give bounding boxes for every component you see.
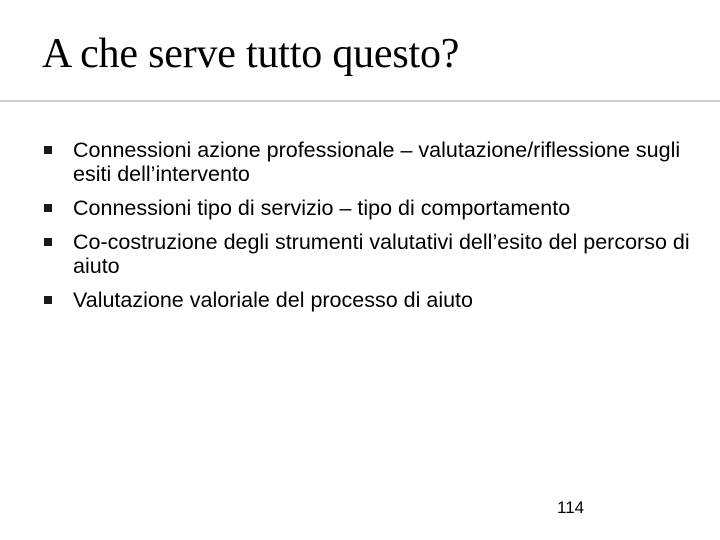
- slide-title: A che serve tutto questo?: [42, 31, 460, 77]
- square-bullet-icon: [44, 296, 52, 304]
- list-item: [44, 288, 704, 312]
- bullet-list: [44, 138, 704, 322]
- title-divider: [0, 100, 720, 102]
- list-item: [44, 230, 704, 278]
- bullet-text: Valutazione valoriale del processo di aiuto: [73, 288, 473, 312]
- page-number: 114: [557, 498, 585, 517]
- list-item: [44, 138, 704, 186]
- bullet-text: Connessioni azione professionale – valutazione/riflessione sugli esiti dell’intervento: [73, 138, 681, 186]
- list-item: [44, 196, 704, 220]
- bullet-text: Connessioni tipo di servizio – tipo di comportamento: [73, 196, 571, 220]
- square-bullet-icon: [44, 204, 52, 212]
- square-bullet-icon: [44, 146, 52, 154]
- bullet-text: Co-costruzione degli strumenti valutativi dell’esito del percorso di aiuto: [73, 230, 690, 278]
- square-bullet-icon: [44, 238, 52, 246]
